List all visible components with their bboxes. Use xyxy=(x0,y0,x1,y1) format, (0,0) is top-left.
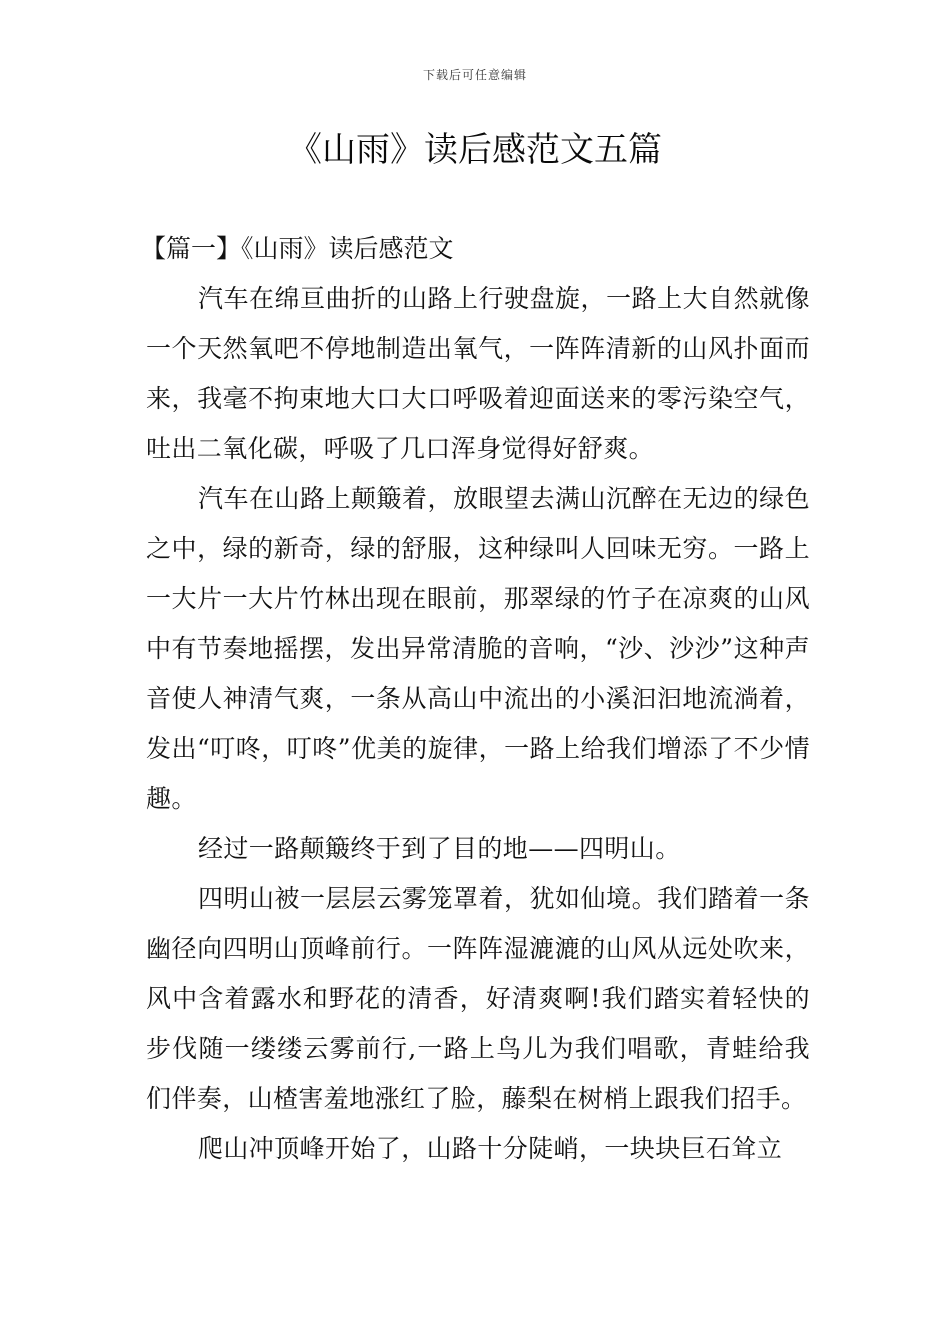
document-body xyxy=(141,224,810,1174)
paragraph-5: 爬山冲顶峰开始了，山路十分陡峭，一块块巨石耸立 xyxy=(198,1134,783,1163)
document-title: 《山雨》读后感范文五篇 xyxy=(288,130,662,170)
paragraph-3: 经过一路颠簸终于到了目的地——四明山。 xyxy=(198,834,681,863)
section-heading: 【篇一】《山雨》读后感范文 xyxy=(141,234,454,263)
header-note: 下载后可任意编辑 xyxy=(422,68,527,82)
paragraph-4: 四明山被一层层云雾笼罩着，犹如仙境。我们踏着一条幽径向四明山顶峰前行。一阵阵湿漉漉的山风从远处吹来，风中含着露水和野花的清香，好清爽啊!我们踏实着轻快的步伐随一缕缕云雾前行,一路上鸟儿为我们唱歌，青蛙给我们伴奏，山楂害羞地涨红了脸，藤梨在树梢上跟我们招手。 xyxy=(146,884,810,1113)
paragraph-1: 汽车在绵亘曲折的山路上行驶盘旋，一路上大自然就像一个天然氧吧不停地制造出氧气，一阵阵清新的山风扑面而来，我毫不拘束地大口大口呼吸着迎面送来的零污染空气，吐出二氧化碳，呼吸了几口浑身觉得好舒爽。 xyxy=(146,284,810,463)
paragraph-2: 汽车在山路上颠簸着，放眼望去满山沉醉在无边的绿色之中，绿的新奇，绿的舒服，这种绿叫人回味无穷。一路上一大片一大片竹林出现在眼前，那翠绿的竹子在凉爽的山风中有节奏地摇摆，发出异常清脆的音响，“沙、沙沙”这种声音使人神清气爽，一条从高山中流出的小溪汩汩地流淌着，发出“叮咚，叮咚”优美的旋律，一路上给我们增添了不少情趣。 xyxy=(146,484,810,813)
